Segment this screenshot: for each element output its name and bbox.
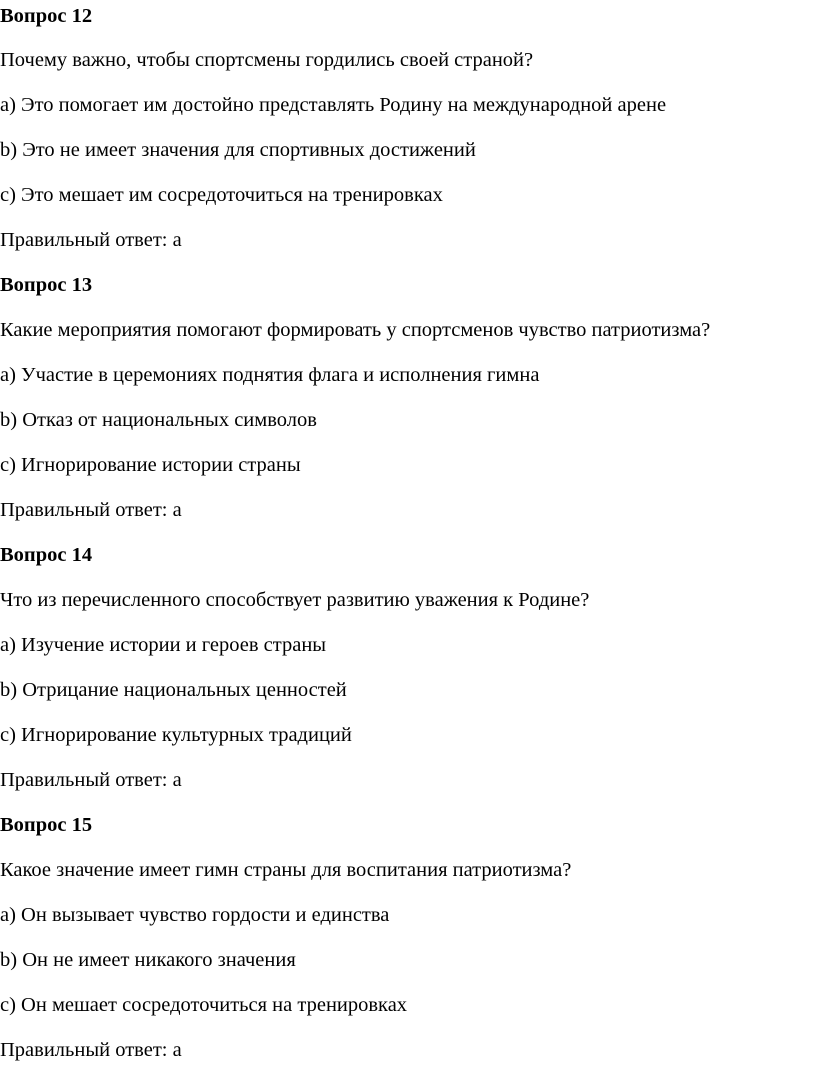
correct-answer: Правильный ответ: a — [0, 499, 182, 521]
answer-option-a: a) Участие в церемониях поднятия флага и исполнения гимна — [0, 364, 540, 386]
question-text: Какое значение имеет гимн страны для воспитания патриотизма? — [0, 859, 572, 881]
answer-option-a: a) Это помогает им достойно представлять Родину на международной арене — [0, 94, 667, 116]
answer-option-b: b) Отрицание национальных ценностей — [0, 679, 347, 701]
question-text: Какие мероприятия помогают формировать у спортсменов чувство патриотизма? — [0, 319, 711, 341]
answer-option-b: b) Это не имеет значения для спортивных достижений — [0, 139, 476, 161]
answer-option-c: c) Игнорирование истории страны — [0, 454, 301, 476]
correct-answer: Правильный ответ: a — [0, 229, 182, 251]
answer-option-c: c) Это мешает им сосредоточиться на тренировках — [0, 184, 443, 206]
answer-option-b: b) Отказ от национальных символов — [0, 409, 317, 431]
question-text: Почему важно, чтобы спортсмены гордились своей страной? — [0, 49, 534, 71]
correct-answer: Правильный ответ: a — [0, 1039, 182, 1061]
answer-option-c: c) Он мешает сосредоточиться на тренировках — [0, 994, 408, 1016]
answer-option-c: c) Игнорирование культурных традиций — [0, 724, 352, 746]
question-heading: Вопрос 13 — [0, 274, 93, 296]
answer-option-a: a) Изучение истории и героев страны — [0, 634, 327, 656]
answer-option-a: a) Он вызывает чувство гордости и единства — [0, 904, 390, 926]
question-text: Что из перечисленного способствует развитию уважения к Родине? — [0, 589, 590, 611]
question-heading: Вопрос 15 — [0, 814, 93, 836]
answer-option-b: b) Он не имеет никакого значения — [0, 949, 296, 971]
correct-answer: Правильный ответ: a — [0, 769, 182, 791]
question-heading: Вопрос 14 — [0, 544, 93, 566]
question-heading: Вопрос 12 — [0, 5, 93, 27]
